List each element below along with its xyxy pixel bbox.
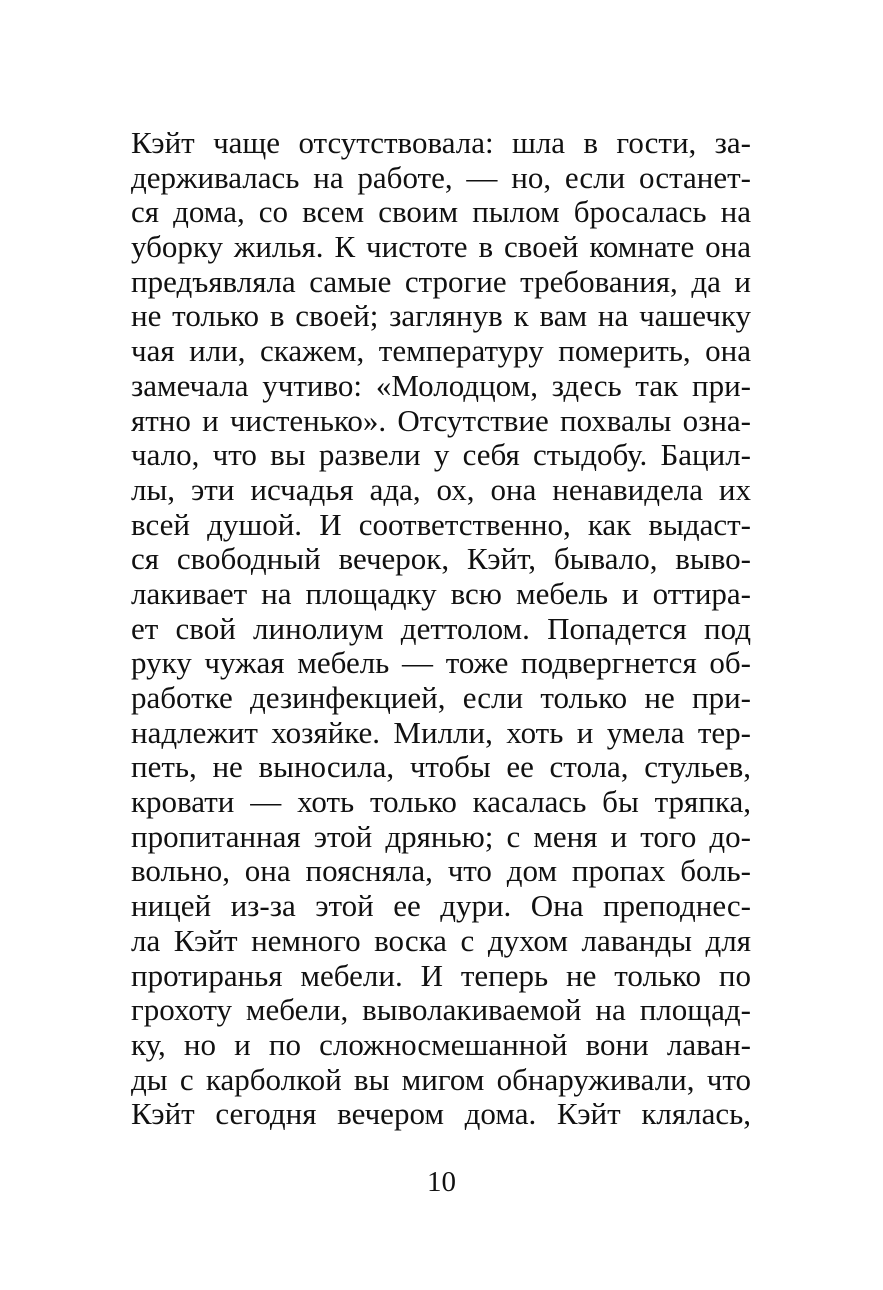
text-line: предъявляла самые строгие требования, да и bbox=[131, 263, 751, 299]
text-line: всей душой. И соответственно, как выдаст- bbox=[131, 506, 751, 542]
text-line: ла Кэйт немного воска с духом лаванды для bbox=[131, 922, 751, 958]
text-line: пропитанная этой дрянью; с меня и того до- bbox=[131, 818, 751, 854]
text-line: петь, не выносила, чтобы ее стола, стульев, bbox=[131, 749, 751, 785]
text-line: ку, но и по сложносмешанной вони лаван- bbox=[131, 1026, 751, 1062]
text-line: надлежит хозяйке. Милли, хоть и умела тер- bbox=[131, 714, 751, 750]
text-line: грохоту мебели, выволакиваемой на площад- bbox=[131, 992, 751, 1028]
text-line: не только в своей; заглянув к вам на чашечку bbox=[131, 298, 751, 334]
text-line: Кэйт чаще отсутствовала: шла в гости, за- bbox=[131, 125, 751, 160]
text-line: работке дезинфекцией, если только не при- bbox=[131, 680, 751, 715]
text-line: руку чужая мебель — тоже подвергнется об- bbox=[131, 645, 751, 681]
text-line: ет свой линолиум деттолом. Попадется под bbox=[131, 610, 751, 646]
page-number: 10 bbox=[427, 1166, 456, 1198]
text-line: уборку жилья. К чистоте в своей комнате она bbox=[131, 229, 751, 265]
text-line: чая или, скажем, температуру померить, она bbox=[131, 333, 751, 369]
text-line: держивалась на работе, — но, если останет- bbox=[131, 159, 751, 195]
text-line: лы, эти исчадья ада, ох, она ненавидела их bbox=[131, 471, 751, 507]
text-line: ницей из-за этой ее дури. Она преподнес- bbox=[131, 888, 751, 924]
text-line: ся свободный вечерок, Кэйт, бывало, выво- bbox=[131, 541, 751, 577]
text-line: Кэйт сегодня вечером дома. Кэйт клялась, bbox=[131, 1096, 751, 1132]
text-line: вольно, она поясняла, что дом пропах боль- bbox=[131, 853, 751, 889]
text-line: ятно и чистенько». Отсутствие похвалы озна- bbox=[131, 402, 751, 438]
text-line: замечала учтиво: «Молодцом, здесь так при- bbox=[131, 367, 751, 403]
text-line: кровати — хоть только касалась бы тряпка, bbox=[131, 784, 751, 820]
body-text bbox=[131, 126, 751, 1132]
text-line: лакивает на площадку всю мебель и оттира- bbox=[131, 575, 751, 611]
text-line: ся дома, со всем своим пылом бросалась на bbox=[131, 194, 751, 230]
text-line: ды с карболкой вы мигом обнаруживали, что bbox=[131, 1061, 751, 1097]
text-line: чало, что вы развели у себя стыдобу. Бацил- bbox=[131, 437, 751, 473]
text-line: протиранья мебели. И теперь не только по bbox=[131, 957, 751, 993]
